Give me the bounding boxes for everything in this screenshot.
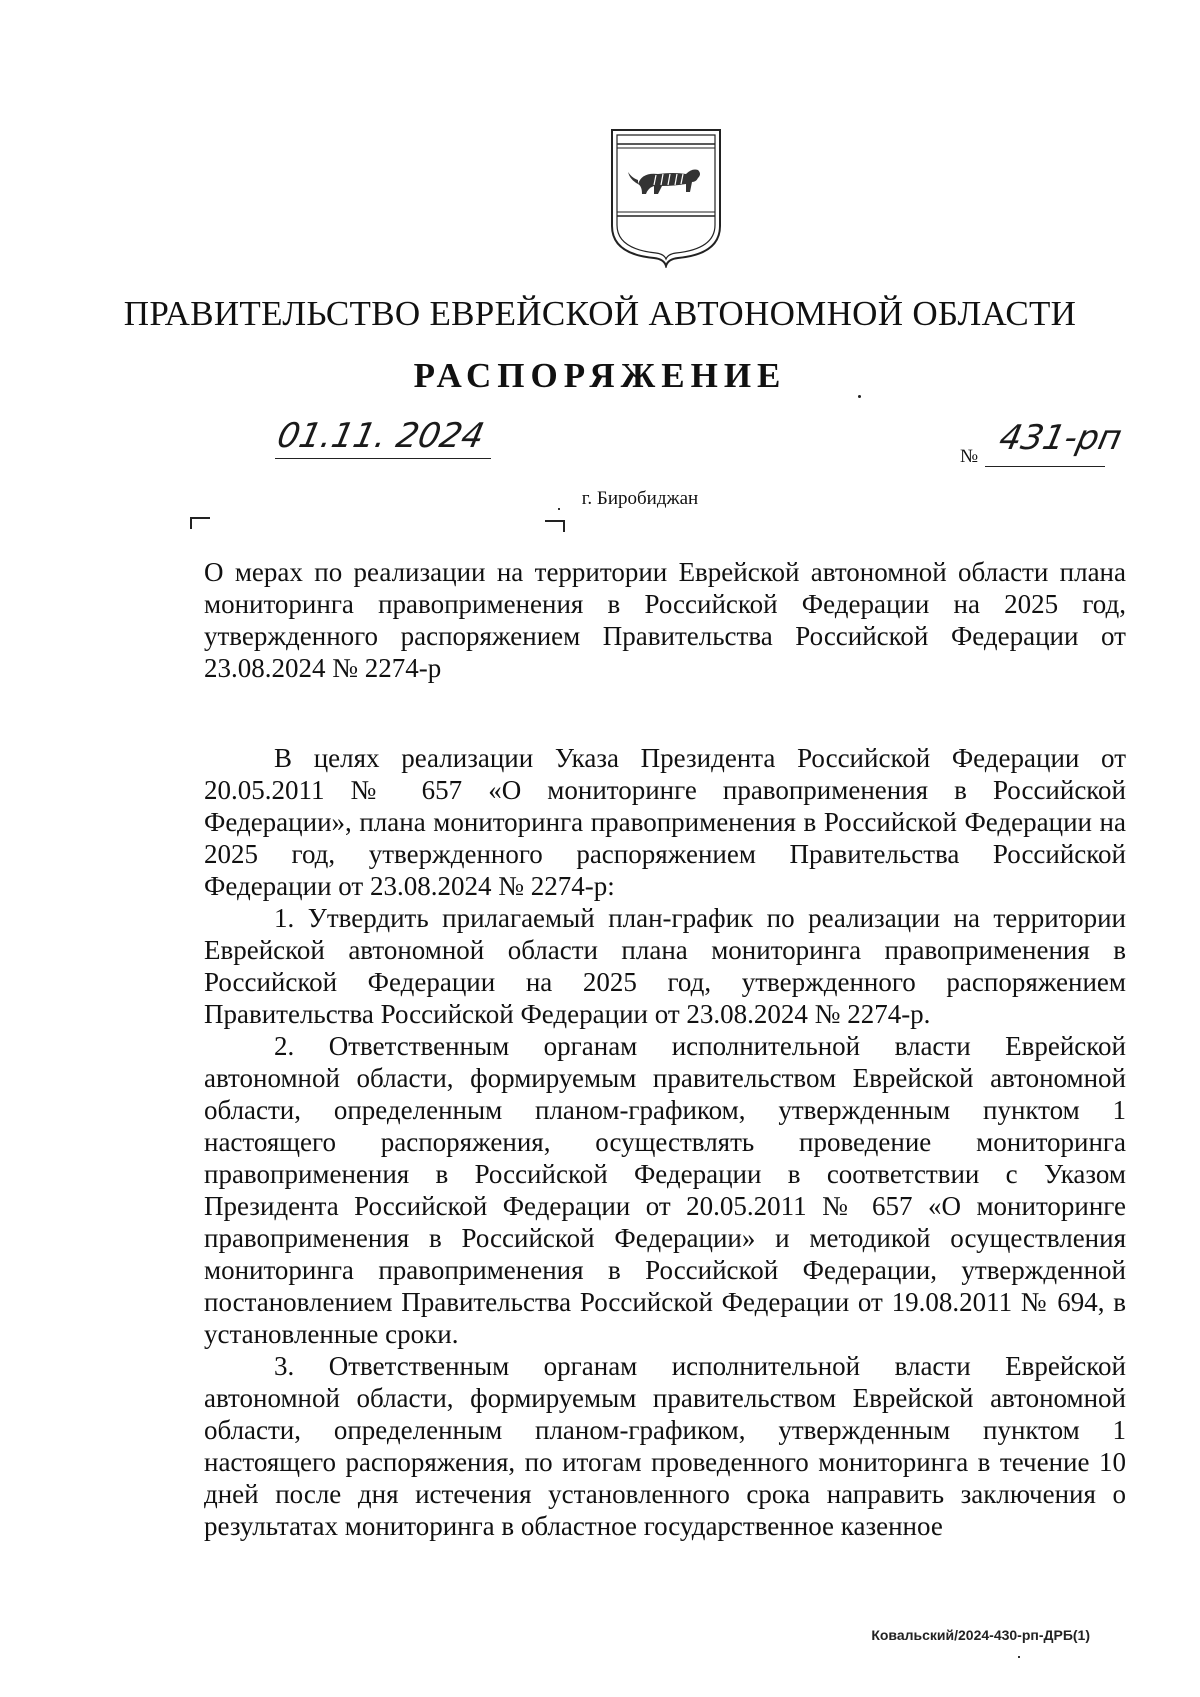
bracket-corner-left xyxy=(190,517,210,529)
body-paragraph: 3. Ответственным органам исполнительной власти Еврейской автономной области, формируемым правительством Еврейской автономной области, определенным планом-графиком, утвержденным пунктом 1 настоящего распоряжения, по итогам проведенного мониторинга в течение 10 дней после дня истечения установленного срока направить заключения о результатах мониторинга в областное государственное казенное xyxy=(204,1351,1126,1541)
document-body xyxy=(204,742,1126,1542)
title-dot xyxy=(858,395,861,398)
number-sign: № xyxy=(960,446,979,467)
government-title: ПРАВИТЕЛЬСТВО ЕВРЕЙСКОЙ АВТОНОМНОЙ ОБЛАСТИ xyxy=(123,294,1077,333)
document-subject xyxy=(204,556,1126,684)
bracket-corner-right xyxy=(545,520,565,532)
bracket-dot xyxy=(558,508,560,510)
file-reference: Ковальский/2024-430-рп-ДРБ(1) xyxy=(871,1627,1090,1643)
body-paragraph: В целях реализации Указа Президента Российской Федерации от 20.05.2011 № 657 «О мониторинге правоприменения в Российской Федерации», плана мониторинга правоприменения в Российской Федерации на 2025 год, утвержденного распоряжением Правительства Российской Федерации от 23.08.2024 № 2274-р: xyxy=(204,743,1126,901)
handwritten-number: 431-рп xyxy=(995,418,1126,458)
footer-dot xyxy=(1018,1656,1020,1658)
subject-text: О мерах по реализации на территории Еврейской автономной области плана мониторинга правоприменения в Российской Федерации на 2025 год, утвержденного распоряжением Правительства Российской Федерации от 23.08.2024 № 2274-р xyxy=(204,557,1126,683)
coat-of-arms-tiger-icon xyxy=(608,128,724,268)
body-paragraph: 1. Утвердить прилагаемый план-график по реализации на территории Еврейской автономной области плана мониторинга правоприменения в Российской Федерации на 2025 год, утвержденного распоряжением Правительства Российской Федерации от 23.08.2024 № 2274-р. xyxy=(204,903,1126,1029)
body-paragraph: 2. Ответственным органам исполнительной власти Еврейской автономной области, формируемым правительством Еврейской автономной области, определенным планом-графиком, утвержденным пунктом 1 настоящего распоряжения, осуществлять проведение мониторинга правоприменения в Российской Федерации в соответствии с Указом Президента Российской Федерации от 20.05.2011 № 657 «О мониторинге правоприменения в Российской Федерации» и методикой осуществления мониторинга правоприменения в Российской Федерации, утвержденной постановлением Правительства Российской Федерации от 19.08.2011 № 694, в установленные сроки. xyxy=(204,1031,1126,1349)
handwritten-date: 01.11. 2024 xyxy=(273,416,488,456)
document-type: РАСПОРЯЖЕНИЕ xyxy=(413,356,787,395)
date-underline xyxy=(275,458,491,459)
city: г. Биробиджан xyxy=(581,488,699,509)
number-underline xyxy=(985,466,1105,467)
